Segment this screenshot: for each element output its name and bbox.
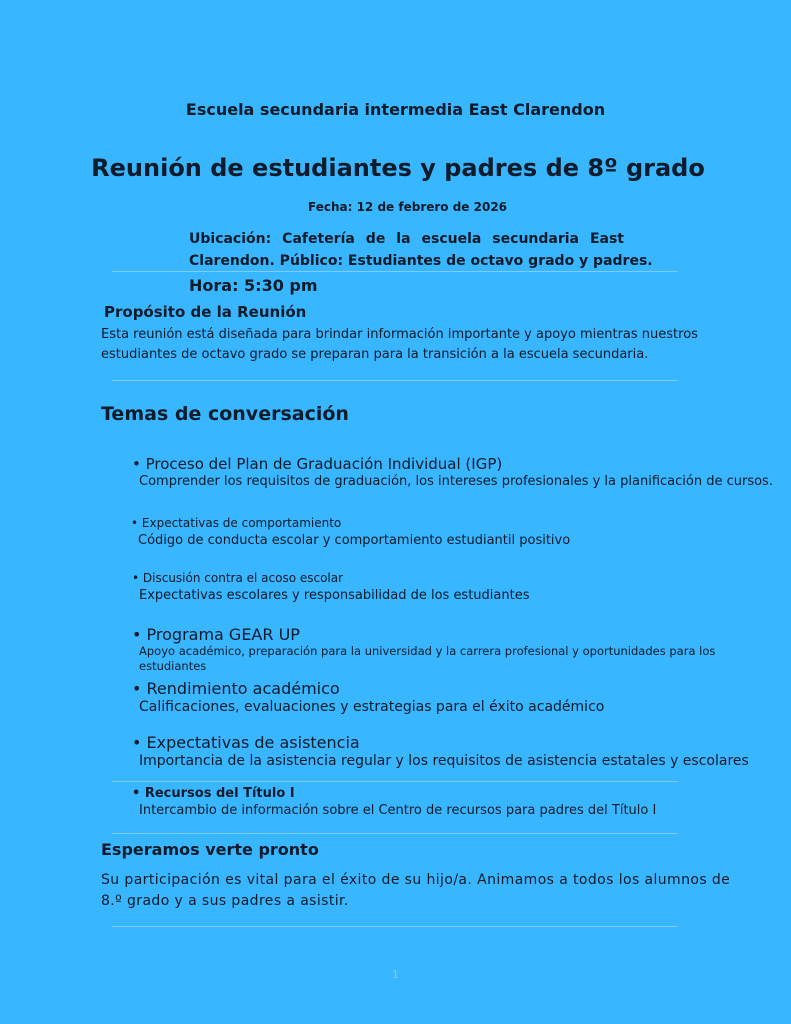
topic-title: • Programa GEAR UP [132,625,300,644]
page-number: 1 [392,968,399,981]
topic-desc: Intercambio de información sobre el Centro de recursos para padres del Título I [139,803,657,818]
meeting-date: Fecha: 12 de febrero de 2026 [308,200,508,214]
topic-title: • Expectativas de asistencia [132,733,360,752]
location-line1: Ubicación: Cafetería de la escuela secundaria East [189,231,624,247]
topic-title: • Discusión contra el acoso escolar [132,571,344,585]
closing-heading: Esperamos verte pronto [101,840,319,859]
topic-desc: Apoyo académico, preparación para la universidad y la carrera profesional y oportunidades para los [139,644,716,658]
topic-title: • Expectativas de comportamiento [131,516,342,530]
purpose-text: Esta reunión está diseñada para brindar información importante y apoyo mientras nuestros [101,327,698,342]
topic-desc: Importancia de la asistencia regular y los requisitos de asistencia estatales y escolares [139,753,749,769]
topic-desc: estudiantes [139,659,207,673]
divider [112,833,678,834]
location-line2: Clarendon. Público: Estudiantes de octavo grado y padres. [189,253,653,269]
divider [112,271,678,272]
meeting-time: Hora: 5:30 pm [189,276,318,295]
divider [112,781,678,782]
topic-title: • Rendimiento académico [132,679,340,698]
topic-desc: Calificaciones, evaluaciones y estrategias para el éxito académico [139,699,605,715]
divider [112,380,678,381]
purpose-text: estudiantes de octavo grado se preparan para la transición a la escuela secundaria. [101,347,649,362]
topic-desc: Expectativas escolares y responsabilidad de los estudiantes [139,588,530,603]
closing-text: Su participación es vital para el éxito de su hijo/a. Animamos a todos los alumnos de [101,872,731,888]
topics-heading: Temas de conversación [101,403,349,425]
topic-title: • Recursos del Título I [132,786,295,801]
topic-desc: Código de conducta escolar y comportamiento estudiantil positivo [138,533,571,548]
purpose-heading: Propósito de la Reunión [104,303,307,321]
page-title: Reunión de estudiantes y padres de 8º grado [91,154,705,182]
topic-title: • Proceso del Plan de Graduación Individual (IGP) [132,455,503,473]
divider [112,926,678,927]
closing-text: 8.º grado y a sus padres a asistir. [101,893,349,909]
school-name: Escuela secundaria intermedia East Clarendon [185,100,606,119]
topic-desc: Comprender los requisitos de graduación, los intereses profesionales y la planificación de cursos. [139,474,773,489]
